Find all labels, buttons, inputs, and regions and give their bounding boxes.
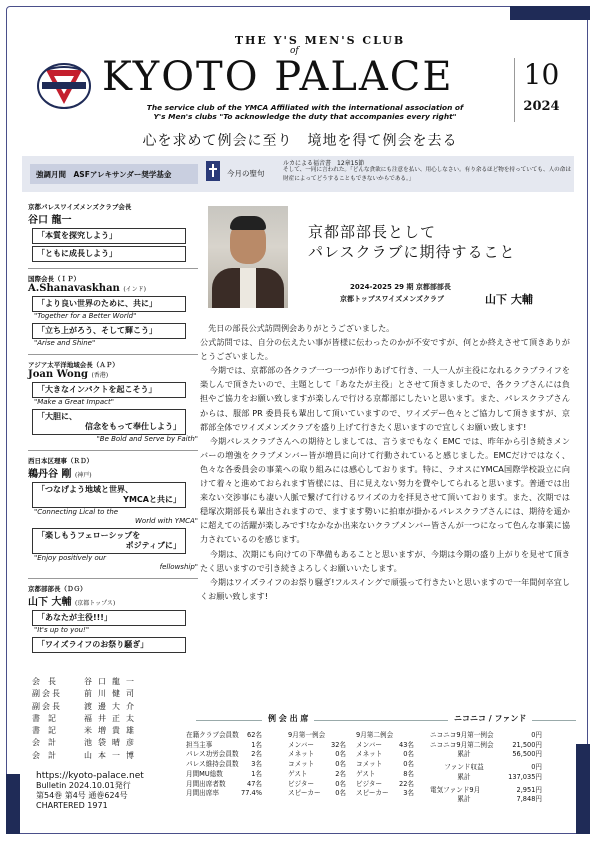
quote-line: World with YMCA" <box>135 517 198 525</box>
club-top-text: THE Y'S MEN'S CLUB <box>234 34 406 47</box>
cell-label: ファンド収益 <box>444 763 484 772</box>
leader-quote-english: "It's up to you!" <box>34 626 90 634</box>
officer-row <box>32 750 140 762</box>
leader-quote: 「ともに成長しよう」 <box>32 246 186 262</box>
cell-value: 2名 <box>335 769 346 778</box>
author-name: 山下 大輔 <box>485 293 533 306</box>
officer-row <box>32 688 140 700</box>
leader-name <box>28 283 198 294</box>
cell-label: 月間出席率 <box>186 789 219 798</box>
officer-row <box>32 701 140 713</box>
cell-value: 1名 <box>251 769 262 778</box>
officers-list <box>32 676 140 762</box>
author-title: 2024-2025 29 期 京都部部長 <box>350 283 451 291</box>
officer-row <box>32 676 140 688</box>
article-paragraph: 今期はワイズライフのお祭り騒ぎ!フルスイングで頑張って行きたいと思いますので一年間何卒宜しくお願い致します! <box>200 576 570 601</box>
cell-value: 56,500円 <box>512 750 542 759</box>
cell-value: 3名 <box>403 789 414 798</box>
officer-role: 副会長 <box>32 689 62 699</box>
cell-value: 0名 <box>335 779 346 788</box>
divider <box>28 268 198 269</box>
leader-quote: 「立ち上がろう、そして輝こう」 <box>32 323 186 339</box>
leader-block-rd <box>28 456 198 572</box>
quote-line: "Enjoy positively our <box>34 554 107 562</box>
table-header: 9月第一例会 <box>288 731 326 739</box>
table-row <box>288 760 346 770</box>
cell-value: 47名 <box>247 779 262 788</box>
quote-line: fellowship" <box>159 563 198 571</box>
leader-quote <box>32 528 186 554</box>
cell-value: 0名 <box>403 760 414 769</box>
fund-table <box>430 731 542 805</box>
leader-name-text: A.Shanavaskhan <box>28 283 120 294</box>
leader-quote-english <box>34 508 198 526</box>
cell-label: 在籍クラブ会員数 <box>186 731 239 739</box>
table-row <box>430 773 542 783</box>
article-headline <box>308 222 516 262</box>
cell-label: ビジター <box>288 779 315 788</box>
leader-role: 国際会長（ＩＰ） <box>28 275 80 283</box>
table-row <box>186 750 262 760</box>
officer-row <box>32 725 140 737</box>
cell-value: 3名 <box>251 760 262 769</box>
cell-label: メネット <box>288 750 315 759</box>
table-row <box>356 750 414 760</box>
cell-value: 77.4% <box>241 789 262 798</box>
leadership-column <box>28 202 198 659</box>
cell-value: 62名 <box>247 731 262 739</box>
cell-label: コメット <box>356 760 383 769</box>
cell-label: 累計 <box>457 750 471 759</box>
cell-value: 0円 <box>531 731 542 739</box>
attendance-first-meeting-table <box>288 731 346 799</box>
corner-band-top-right <box>510 6 590 20</box>
club-of-text: of <box>290 46 299 56</box>
quote-line: "Connecting Lical to the <box>34 508 119 516</box>
officer-role: 副会長 <box>32 701 62 711</box>
article-paragraph: 公式訪問では、自分の伝えたい事が皆様に伝わったのかが不安ですが、何とか終えさせて頂きありがとうございました。 <box>200 337 570 362</box>
leader-name-text: Joan Wong <box>28 369 88 380</box>
headline-line-2: パレスクラブに期待すること <box>308 243 516 261</box>
officer-role: 会計 <box>32 750 64 760</box>
cell-label: コメット <box>288 760 315 769</box>
issue-month: 10 <box>523 58 560 91</box>
quote-line: 「楽しもうフェローシップを <box>37 531 141 540</box>
leader-quote: 「大きなインパクトを起こそう」 <box>32 382 186 398</box>
cell-label: メンバー <box>356 740 382 749</box>
article-paragraph: 今期では、京都部の各クラブ一つ一つが作りあげて行き、一人一人が主役になれるクラブライフを楽しんで頂きたいので、主題として「あなたが主役」とさせて頂きましたので、各クラブさんには負担やご協力をお願い致しますが楽しんで行ける京都部にしたいと思います。また、パレスクラブさんからは、服部 PR 委員長も輩出して頂いていますので、ワイズデー色々とご協力して頂きますが、京都部全体でワイズメンズクラブを盛り上げて行きたく思いますので宜しくお願い致します! <box>200 365 570 432</box>
table-row <box>430 741 542 751</box>
club-motto: 心を求めて例会に至り 境地を得て例会を去る <box>142 133 458 149</box>
quote-line: ポジティブに」 <box>125 541 181 550</box>
leader-name: 谷口 龍一 <box>28 215 72 226</box>
table-row <box>356 770 414 780</box>
cell-value: 0名 <box>335 789 346 798</box>
table-header: 9月第二例会 <box>356 731 394 739</box>
cell-value: 7,848円 <box>516 795 542 804</box>
cell-value: 43名 <box>399 740 414 749</box>
table-row <box>430 795 542 805</box>
officer-role: 書記 <box>32 713 64 723</box>
cell-label: スピーカー <box>288 789 321 798</box>
attendance-summary-table <box>186 731 262 799</box>
officer-role: 会長 <box>32 677 64 686</box>
author-photo <box>208 206 288 308</box>
table-row <box>288 750 346 760</box>
cell-label: 月間出席者数 <box>186 779 226 788</box>
cell-label: メンバー <box>288 740 314 749</box>
attendance-title: 例 会 出 席 <box>262 713 314 724</box>
leader-name <box>28 465 198 480</box>
quote-line: 信念をもって奉仕しよう」 <box>85 422 181 431</box>
cross-icon <box>206 161 220 181</box>
cell-value: 22名 <box>399 779 414 788</box>
cell-label: パレス功労会員数 <box>186 750 239 759</box>
leader-quote-english: "Be Bold and Serve by Faith" <box>96 435 198 443</box>
cell-label: 電気ファンド9月 <box>430 785 481 794</box>
table-row <box>288 741 346 751</box>
leader-block-president <box>28 202 198 262</box>
table-row <box>430 763 542 773</box>
table-row <box>430 750 542 760</box>
table-row <box>186 731 262 741</box>
tagline <box>100 103 510 121</box>
corner-band-bottom-left <box>6 774 20 834</box>
cell-value: 32名 <box>331 740 346 749</box>
quote-line: YMCAと共に」 <box>123 495 181 504</box>
cell-value: 0名 <box>403 750 414 759</box>
cell-label: ゲスト <box>356 769 376 778</box>
emphasis-month: 強調月間 ASFアレキサンダー奨学基金 <box>30 164 198 184</box>
cell-label: パレス維持会員数 <box>186 760 239 769</box>
ys-mens-logo <box>36 62 92 110</box>
bulletin-date: Bulletin 2024.10.01発行 <box>36 781 131 790</box>
officer-name: 渡邊大介 <box>84 701 140 711</box>
table-row <box>288 789 346 799</box>
officer-name: 山本一博 <box>84 750 140 760</box>
article-paragraph: 今期パレスクラブさんへの期待としましては、言うまでもなく EMC では、昨年から引き続きメンバーの増強をクラブメンバー皆が増員に向けて行動されていると感じました。EMCだけではなく、色々な各委員会の事業への取り組みには感心しております。特に、ラオスにYMCA国際学校設立に向けて着々と進めておられます皆様には、目に見えない努力を費やしてられると思います。普通では出来ない交渉事にも凄い人脈で繋げて行けるワイズの力を拝見させて頂いております。また、次期では穏塚次期部長も輩出されますので、ますます勢いに拍車が掛かるパレスクラブさんには、期待を遥かに超えての活躍が楽しみです!なかなか出来ないクラブメンバー皆さんが一つになって色んな事業に協力されているのを感じます。 <box>200 435 570 545</box>
tagline-line-1: The service club of the YMCA Affiliated with the international association of <box>146 103 464 112</box>
author-club: 京都トップスワイズメンズクラブ <box>340 295 445 303</box>
leader-name <box>28 593 198 608</box>
table-row <box>288 770 346 780</box>
tagline-line-2: Y's Men's clubs "To acknowledge the duty that accompanies every right" <box>153 112 457 121</box>
table-row <box>186 760 262 770</box>
leader-role: アジア太平洋地域会長（ＡＰ） <box>28 361 119 369</box>
corner-band-bottom-right <box>576 744 590 834</box>
quote-line: 「つなげよう地域と世界、 <box>37 485 133 494</box>
cell-label: 累計 <box>457 772 471 781</box>
table-row <box>356 780 414 790</box>
footer-info <box>36 771 144 811</box>
article-body <box>200 321 570 603</box>
cell-label: ニコニコ9月第二例会 <box>430 740 494 749</box>
officer-name: 米増貴雄 <box>84 726 140 736</box>
leader-role: 西日本区理事（ＲＤ） <box>28 457 93 465</box>
issue-box <box>514 58 568 122</box>
volume-number: 第54巻 第4号 通巻624号 <box>36 791 128 800</box>
leader-block-ap <box>28 360 198 444</box>
leader-quote-english <box>34 554 198 572</box>
leader-name-text: 鵜丹谷 剛 <box>28 469 72 480</box>
attendance-second-meeting-table <box>356 731 414 799</box>
quote-line: 「大胆に、 <box>37 412 77 421</box>
leader-block-ip <box>28 274 198 348</box>
leader-region: (香港) <box>91 372 109 379</box>
fund-title: ニコニコ / ファンド <box>448 713 532 724</box>
leader-role: 京都部部長（ＤＧ） <box>28 585 87 593</box>
officer-role: 会計 <box>32 738 64 748</box>
cell-label: 月間MU総数 <box>186 769 223 778</box>
cell-label: 担当主事 <box>186 740 213 749</box>
table-row <box>356 789 414 799</box>
leader-region: (インド) <box>123 286 147 293</box>
officer-name: 池袋晴彦 <box>84 738 140 748</box>
leader-quote-english: "Make a Great Impact" <box>34 398 114 406</box>
officer-name: 谷口龍一 <box>84 677 140 686</box>
verse-text: そして、一同に言われた。「どんな貪欲にも注意を払い、用心しなさい。有り余るほど物を持っていても、人の命は財産によってどうすることもできないからである。」 <box>283 167 571 182</box>
table-row <box>186 789 262 799</box>
cell-value: 8名 <box>403 769 414 778</box>
leader-name-text: 山下 大輔 <box>28 597 72 608</box>
divider <box>28 578 198 579</box>
table-row <box>356 741 414 751</box>
cell-label: ゲスト <box>288 769 308 778</box>
leader-block-dg <box>28 584 198 653</box>
leader-quote <box>32 409 186 435</box>
officer-name: 前川健司 <box>84 689 140 699</box>
leader-quote: 「ワイズライフのお祭り騒ぎ」 <box>32 637 186 653</box>
officer-row <box>32 737 140 749</box>
headline-line-1: 京都部部長として <box>308 223 437 241</box>
cell-value: 0名 <box>335 760 346 769</box>
divider <box>28 354 198 355</box>
divider <box>28 450 198 451</box>
chartered-year: CHARTERED 1971 <box>36 801 108 810</box>
table-row <box>430 786 542 796</box>
verse-label: 今月の聖句 <box>227 169 265 178</box>
leader-quote-english: "Together for a Better World" <box>34 312 137 320</box>
cell-value: 137,035円 <box>508 772 542 781</box>
leader-quote: 「本質を探究しよう」 <box>32 228 186 244</box>
cell-value: 2名 <box>251 750 262 759</box>
table-row <box>186 780 262 790</box>
table-row <box>186 741 262 751</box>
table-row <box>186 770 262 780</box>
cell-label: ビジター <box>356 779 383 788</box>
table-row <box>288 780 346 790</box>
officer-name: 福井正太 <box>84 713 140 723</box>
cell-label: スピーカー <box>356 789 389 798</box>
cell-label: ニコニコ9月第一例会 <box>430 731 494 739</box>
issue-year: 2024 <box>523 99 560 114</box>
officer-role: 書記 <box>32 726 64 736</box>
leader-quote: 「より良い世界のために、共に」 <box>32 296 186 312</box>
cell-value: 1名 <box>251 740 262 749</box>
cell-value: 2,951円 <box>516 785 542 794</box>
leader-quote-english: "Arise and Shine" <box>34 339 96 347</box>
table-row <box>356 760 414 770</box>
leader-name <box>28 369 198 380</box>
cell-label: メネット <box>356 750 383 759</box>
website-link[interactable]: https://kyoto-palace.net <box>36 771 144 781</box>
cell-value: 21,500円 <box>512 740 542 749</box>
leader-region: (神戸) <box>74 472 92 479</box>
cell-label: 累計 <box>457 795 471 804</box>
leader-quote: 「あなたが主役!!!」 <box>32 610 186 626</box>
officer-row <box>32 713 140 725</box>
article-paragraph: 先日の部長公式訪問例会ありがとうございました。 <box>208 323 395 333</box>
leader-quote <box>32 482 186 508</box>
table-row <box>430 731 542 741</box>
cell-value: 0円 <box>531 763 542 772</box>
cell-value: 0名 <box>335 750 346 759</box>
article-paragraph: 今期は、次期にも向けての下準備もあることと思いますが、今期は今期の盛り上がりを見せて頂きたく思いますので引き続きよろしくお願いいたします。 <box>200 548 570 573</box>
verse-reference: ルカによる福音書 12章15節 <box>283 160 365 167</box>
leader-region: (京都トップス) <box>74 600 116 607</box>
leader-role: 京都パレスワイズメンズクラブ会長 <box>28 203 132 211</box>
newsletter-title: KYOTO PALACE <box>102 54 454 100</box>
